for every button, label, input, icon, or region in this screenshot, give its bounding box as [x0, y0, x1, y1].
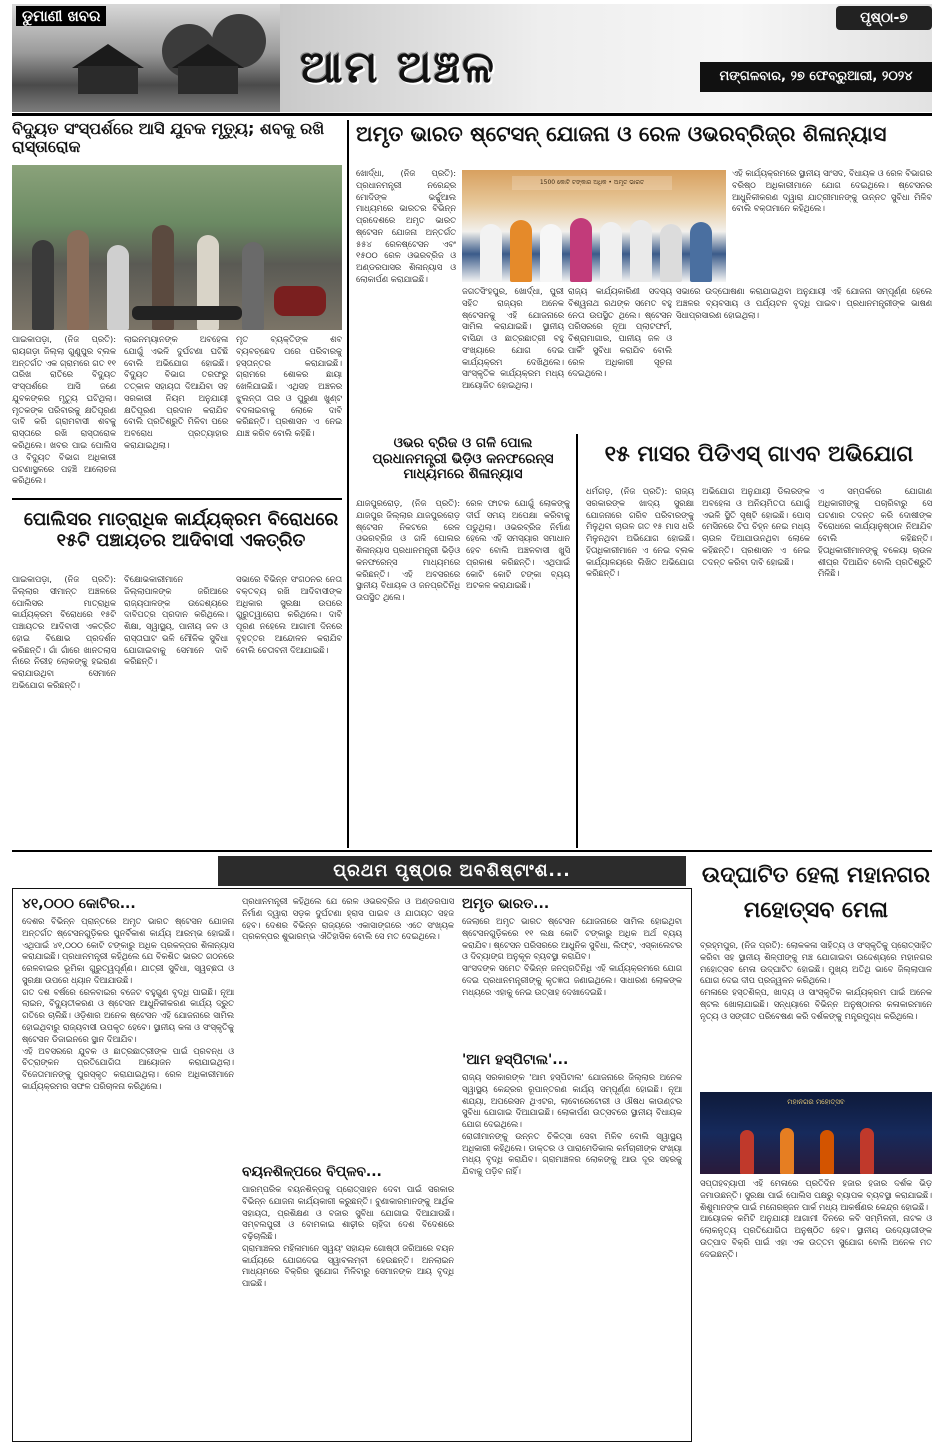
story-text: ବ୍ରହ୍ମପୁର, (ନିଜ ପ୍ରତି): ଲୋକକଳା ସାହିତ୍ୟ ଓ ସଂସ୍କୃତିକୁ ପ୍ରୋତ୍ସାହିତ କରିବା ସହ ସ୍ଥାନୀୟ ଶିଳ୍ପୀଙ୍କୁ ମଞ୍ଚ ଯୋଗାଇବା ଉଦ୍ଦେଶ୍ୟରେ ମହାନଗର ମହୋତ୍ସବ ମେଳା ଉଦ୍‌ଘାଟିତ ହୋଇଛି। ମୁଖ୍ୟ ଅତିଥି ଭାବେ ଜିଲ୍ଲାପାଳ ଯୋଗ ଦେଇ ଦୀପ ପ୍ରଜ୍ୱଳନ କରିଥିଲେ। ମେଳାରେ ହସ୍ତଶିଳ୍ପ, ଖାଦ୍ୟ ଓ ସାଂସ୍କୃତିକ କାର୍ଯ୍ୟକ୍ରମ ପାଇଁ ଅନେକ ଷ୍ଟଲ ଖୋଲାଯାଇଛି। ସନ୍ଧ୍ୟାରେ ବିଭିନ୍ନ ଅନୁଷ୍ଠାନର କଳାକାରମାନେ ନୃତ୍ୟ ଓ ସଙ୍ଗୀତ ପରିବେଷଣ କରି ଦର୍ଶକଙ୍କୁ ମନ୍ତ୍ରମୁଗ୍ଧ କରିଥିଲେ। — [700, 940, 932, 1021]
story-text: ପାଇକାପଡ଼ା, (ନିଜ ପ୍ରତି): ଜିଲ୍ଲାର ସୀମାନ୍ତ ଅଞ୍ଚଳରେ ପୋଲିସର ମାତ୍ରାଧିକ କାର୍ଯ୍ୟକ୍ରମ ବିରୋଧରେ ୧୫ଟି ପଞ୍ଚାୟତର ଆଦିବାସୀ ଏକତ୍ରିତ ହୋଇ ବିକ୍ଷୋଭ ପ୍ରଦର୍ଶନ କରିଛନ୍ତି। ଗାଁ ଗାଁରେ ଖାନତଲାସ ନାଁରେ ନିରୀହ ଲୋକଙ୍କୁ ହଇରାଣ କରାଯାଉଥିବା ସେମାନେ ଅଭିଯୋଗ କରିଛନ୍ତି। — [12, 574, 116, 691]
stage-photo — [700, 1092, 932, 1174]
person-shape — [67, 230, 89, 330]
story-text: ସପ୍ତାହବ୍ୟାପୀ ଏହି ମେଳାରେ ପ୍ରତିଦିନ ହଜାର ହଜାର ଦର୍ଶକ ଭିଡ଼ ଜମାଉଛନ୍ତି। ସୁରକ୍ଷା ପାଇଁ ପୋଲିସ ପକ୍ଷରୁ ବ୍ୟାପକ ବ୍ୟବସ୍ଥା କରାଯାଇଛି। ଶିଶୁମାନଙ୍କ ପାଇଁ ମନୋରଞ୍ଜନ ପାର୍କ ମଧ୍ୟ ଆକର୍ଷଣର କେନ୍ଦ୍ର ହୋଇଛି। ଆୟୋଜକ କମିଟି ଅନୁଯାୟୀ ଆଗାମୀ ଦିନରେ କବି ସମ୍ମିଳନୀ, ନାଟକ ଓ ଲୋକନୃତ୍ୟ ପ୍ରତିଯୋଗିତା ଅନୁଷ୍ଠିତ ହେବ। ସ୍ଥାନୀୟ ଉଦ୍ୟୋଗୀଙ୍କ ଉତ୍ପାଦ ବିକ୍ରି ପାଇଁ ଏହା ଏକ ଉତ୍ତମ ସୁଯୋଗ ବୋଲି ଅନେକ ମତ ଦେଇଛନ୍ତି। — [700, 1178, 932, 1259]
person-shape — [540, 224, 562, 282]
subhead: ବୟନଶିଳ୍ପରେ ବିପ୍ଳବ... — [242, 1164, 382, 1180]
person-shape — [660, 224, 682, 282]
story-text: ଏ ସମ୍ପର୍କରେ ଯୋଗାଣ ଅଧିକାରୀଙ୍କୁ ପଚାରିବାରୁ ସେ ଘଟଣାର ତଦନ୍ତ କରି ଦୋଷୀଙ୍କ ବିରୋଧରେ କାର୍ଯ୍ୟାନୁଷ୍ଠାନ ନିଆଯିବ ବୋଲି କହିଛନ୍ତି। ହିତାଧିକାରୀମାନଙ୍କୁ ବକେୟା ଚାଉଳ ଶୀଘ୍ର ଦିଆଯିବ ବୋଲି ପ୍ରତିଶ୍ରୁତି ମିଳିଛି। — [818, 486, 932, 579]
person-shape — [480, 224, 502, 282]
story-headline: ବିଦ୍ୟୁତ ସଂସ୍ପର୍ଶରେ ଆସି ଯୁବକ ମୃତ୍ୟୁ; ଶବକୁ ରଖି ରାସ୍ତାରୋକ — [12, 119, 325, 157]
story-text: ସଭାରେ ଉଦ୍‌ଘୋଷଣା କରାଯାଇଥିବା ଅନୁଯାୟୀ ଏହି ଯୋଜନା ସମ୍ପୂର୍ଣ୍ଣ ହେଲେ ଅଞ୍ଚଳର ବ୍ୟବସାୟ ଓ ପର୍ଯ୍ୟଟନ ବୃଦ୍ଧି ପାଇବ। ପ୍ରଧାନମନ୍ତ୍ରୀଙ୍କ ଭାଷଣ ସିଧାପ୍ରସାରଣ ହୋଇଥିଲା। — [676, 286, 932, 320]
page-number: ପୃଷ୍ଠା-୭ — [836, 6, 932, 30]
person-shape — [510, 220, 532, 282]
story-text: ଏହି କାର୍ଯ୍ୟକ୍ରମରେ ସ୍ଥାନୀୟ ସାଂସଦ, ବିଧାୟକ ଓ ରେଳ ବିଭାଗର ବରିଷ୍ଠ ଅଧିକାରୀମାନେ ଯୋଗ ଦେଇଥିଲେ। ଷ୍ଟେସନର ଆଧୁନିକୀକରଣ ଦ୍ୱାରା ଯାତ୍ରୀମାନଙ୍କୁ ଉନ୍ନତ ସୁବିଧା ମିଳିବ ବୋଲି ବକ୍ତାମାନେ କହିଥିଲେ। — [732, 168, 932, 214]
story-text: ମୃତ ବ୍ୟକ୍ତିଙ୍କ ଶବ ବ୍ୟବଚ୍ଛେଦ ପରେ ପରିବାରକୁ ହସ୍ତାନ୍ତର କରାଯାଇଛି। ଗ୍ରାମରେ ଶୋକର ଛାୟା ଖେଳିଯାଇଛି। ଏଥିସହ ଅଞ୍ଚଳର ଝୁଲନ୍ତା ତାର ଓ ପୁରୁଣା ଖୁଣ୍ଟ ବଦଳାଇବାକୁ ଲୋକେ ଦାବି କରିଛନ୍ତି। ପ୍ରଶାସନ ଏ ନେଇ ଯାଞ୍ଚ କରିବ ବୋଲି କହିଛି। — [236, 334, 342, 439]
body-on-road — [132, 306, 242, 320]
person-shape — [107, 245, 129, 330]
dancer-shape — [820, 1130, 834, 1174]
hut-roof — [72, 44, 144, 68]
continued-text: ପ୍ରଧାନମନ୍ତ୍ରୀ କହିଥିଲେ ଯେ ରେଳ ଓଭରବ୍ରିଜ ଓ ଅଣ୍ଡରପାସ ନିର୍ମାଣ ଦ୍ୱାରା ସଡ଼କ ଦୁର୍ଘଟଣା ହ୍ରାସ ପାଇବ ଓ ଯାତାୟତ ସହଜ ହେବ। ଦେଶର ବିଭିନ୍ନ ରାଜ୍ୟରେ ଏକାସାଙ୍ଗରେ ଏତେ ସଂଖ୍ୟକ ପ୍ରକଳ୍ପର ଶୁଭାରମ୍ଭ ଐତିହାସିକ ବୋଲି ସେ ମତ ଦେଇଥିଲେ। — [242, 896, 454, 942]
masthead — [0, 0, 945, 118]
person-shape — [690, 222, 712, 282]
dancer-shape — [780, 1128, 794, 1174]
subhead: 'ଆମ ହସ୍ପିଟାଲ'... — [462, 1052, 569, 1068]
person-shape — [630, 220, 652, 282]
subhead: ଅମୃତ ଭାରତ... — [462, 896, 550, 912]
continued-text: ଜେଲାରେ ଅମୃତ ଭାରତ ଷ୍ଟେସନ ଯୋଜନାରେ ସାମିଲ ହୋଇଥିବା ଷ୍ଟେସନଗୁଡ଼ିକରେ ୧୧ ଲକ୍ଷ କୋଟି ଟଙ୍କାରୁ ଅଧିକ ଅର୍ଥ ବ୍ୟୟ କରାଯିବ। ଷ୍ଟେସନ ପରିସରରେ ଆଧୁନିକ ସୁବିଧା, ଲିଫ୍ଟ, ଏସ୍କାଲେଟର ଓ ଦିବ୍ୟାଙ୍ଗ ଅନୁକୂଳ ବ୍ୟବସ୍ଥା କରାଯିବ। ସାଂସଦଙ୍କ ସମେତ ବିଭିନ୍ନ ଜନପ୍ରତିନିଧି ଏହି କାର୍ଯ୍ୟକ୍ରମରେ ଯୋଗ ଦେଇ ପ୍ରଧାନମନ୍ତ୍ରୀଙ୍କୁ କୃତଜ୍ଞତା ଜଣାଇଥିଲେ। ସାଧାରଣ ଲୋକଙ୍କ ମଧ୍ୟରେ ଏହାକୁ ନେଇ ଉତ୍ସାହ ଦେଖାଦେଇଛି। — [462, 916, 682, 997]
person-shape — [32, 240, 54, 330]
hut — [78, 66, 138, 94]
section-divider — [12, 850, 932, 852]
hut-roof — [172, 44, 244, 68]
story-text: ଧର୍ମଗଡ଼, (ନିଜ ପ୍ରତି): ରାଜ୍ୟ ସରକାରଙ୍କ ଖାଦ୍ୟ ସୁରକ୍ଷା ଯୋଜନାରେ ଗରିବ ପରିବାରଙ୍କୁ ମିଳୁଥିବା ଚାଉଳ ଗତ ୧୫ ମାସ ଧରି ମିଳୁନଥିବା ଅଭିଯୋଗ ହୋଇଛି। ହିତାଧିକାରୀମାନେ ଏ ନେଇ ବ୍ଲକ କାର୍ଯ୍ୟାଳୟରେ ଲିଖିତ ଅଭିଯୋଗ କରିଛନ୍ତି। — [586, 486, 694, 579]
continued-text: ଦେଶର ବିଭିନ୍ନ ପ୍ରାନ୍ତରେ ଅମୃତ ଭାରତ ଷ୍ଟେସନ ଯୋଜନା ଅନ୍ତର୍ଗତ ଷ୍ଟେସନଗୁଡ଼ିକର ପୁନର୍ବିକାଶ କାର୍ଯ୍ୟ ଆରମ୍ଭ ହୋଇଛି। ଏଥିପାଇଁ ୪୧,୦୦୦ କୋଟି ଟଙ୍କାରୁ ଅଧିକ ପ୍ରକଳ୍ପର ଶିଳାନ୍ୟାସ କରାଯାଇଛି। ପ୍ରଧାନମନ୍ତ୍ରୀ କହିଥିଲେ ଯେ ବିକଶିତ ଭାରତ ଗଠନରେ ରେଳବାଇର ଭୂମିକା ଗୁରୁତ୍ୱପୂର୍ଣ୍ଣ। ଯାତ୍ରୀ ସୁବିଧା, ସ୍ୱଚ୍ଛତା ଓ ସୁରକ୍ଷା ଉପରେ ଧ୍ୟାନ ଦିଆଯାଉଛି। ଗତ ଦଶ ବର୍ଷରେ ରେଳବାଇର ବଜେଟ ବହୁଗୁଣ ବୃଦ୍ଧି ପାଇଛି। ନୂଆ ଲାଇନ, ବିଦ୍ୟୁତୀକରଣ ଓ ଷ୍ଟେସନ ଆଧୁନିକୀକରଣ କାର୍ଯ୍ୟ ଦ୍ରୁତ ଗତିରେ ଚାଲିଛି। ଓଡ଼ିଶାର ଅନେକ ଷ୍ଟେସନ ଏହି ଯୋଜନାରେ ସାମିଲ ହୋଇଥିବାରୁ ରାଜ୍ୟବାସୀ ଉପକୃତ ହେବେ। ସ୍ଥାନୀୟ କଳା ଓ ସଂସ୍କୃତିକୁ ଷ୍ଟେସନ ଡିଜାଇନରେ ସ୍ଥାନ ଦିଆଯିବ। ଏହି ଅବସରରେ ଯୁବକ ଓ ଛାତ୍ରଛାତ୍ରୀଙ୍କ ପାଇଁ ପ୍ରବନ୍ଧ ଓ ଚିତ୍ରାଙ୍କନ ପ୍ରତିଯୋଗିତା ଆୟୋଜନ କରାଯାଇଥିଲା। ବିଜେତାମାନଙ୍କୁ ପୁରସ୍କୃତ କରାଯାଇଥିଲା। ରେଳ ଅଧିକାରୀମାନେ କାର୍ଯ୍ୟକ୍ରମର ସଫଳ ପରିଚାଳନା କରିଥିଲେ। — [22, 916, 234, 1091]
story-text: ଅଭିଯୋଗ ଅନୁଯାୟୀ ଡିଲରଙ୍କ ଅବହେଳା ଓ ଅନିୟମିତତା ଯୋଗୁଁ ଏଭଳି ସ୍ଥିତି ସୃଷ୍ଟି ହୋଇଛି। ପୋସ୍ ମେସିନରେ ଟିପ ଚିହ୍ନ ନେଇ ମଧ୍ୟ ଚାଉଳ ଦିଆଯାଉନଥିବା ଲୋକେ କହିଛନ୍ତି। ପ୍ରଶାସନ ଏ ନେଇ ତଦନ୍ତ କରିବା ଦାବି ହୋଇଛି। — [702, 486, 810, 567]
story-photo — [12, 165, 342, 330]
motorcycle — [274, 286, 326, 316]
story-text: ବିକ୍ଷୋଭକାରୀମାନେ ଜିଲ୍ଲାପାଳଙ୍କ ଜରିଆରେ ରାଜ୍ୟପାଳଙ୍କ ଉଦ୍ଦେଶ୍ୟରେ ଦାବିପତ୍ର ପ୍ରଦାନ କରିଥିଲେ। ଶିକ୍ଷା, ସ୍ୱାସ୍ଥ୍ୟ, ପାନୀୟ ଜଳ ଓ ରାସ୍ତାଘାଟ ଭଳି ମୌଳିକ ସୁବିଧା ଯୋଗାଇବାକୁ ସେମାନେ ଦାବି କରିଛନ୍ତି। — [124, 574, 228, 667]
divider — [12, 498, 342, 500]
story-headline: ପୋଲିସର ମାତ୍ରାଧିକ କାର୍ଯ୍ୟକ୍ରମ ବିରୋଧରେ ୧୫ଟି ପଞ୍ଚାୟତର ଆଦିବାସୀ ଏକତ୍ରିତ — [23, 509, 339, 551]
story-text: ଲାଇନମ୍ୟାନଙ୍କ ଅବହେଳା ଯୋଗୁଁ ଏଭଳି ଦୁର୍ଘଟଣା ଘଟିଛି ବୋଲି ଅଭିଯୋଗ ହୋଇଛି। ବିଦ୍ୟୁତ ବିଭାଗ ତରଫରୁ ତତ୍କାଳ ସହାୟତା ଦିଆଯିବା ସହ ସରକାରୀ ନିୟମ ଅନୁଯାୟୀ କ୍ଷତିପୂରଣ ପ୍ରଦାନ କରାଯିବ ବୋଲି ପ୍ରତିଶ୍ରୁତି ମିଳିବା ପରେ ଅବରୋଧ ପ୍ରତ୍ୟାହାର କରାଯାଇଥିଲା। — [124, 334, 228, 451]
story-headline: ୧୫ ମାସର ପିଡିଏସ୍ ଗାଏବ ଅଭିଯୋଗ — [604, 442, 914, 467]
story-text: ପାଇକାପଡ଼ା, (ନିଜ ପ୍ରତି): ରାୟଗଡ଼ା ଜିଲ୍ଲା ଗୁଣୁପୁର ବ୍ଲକ ଅନ୍ତର୍ଗତ ଏକ ଗ୍ରାମରେ ଗତ ୧୧ ତାରିଖ ରାତିରେ ବିଦ୍ୟୁତ ସଂସ୍ପର୍ଶରେ ଆସି ଜଣେ ଯୁବକଙ୍କର ମୃତ୍ୟୁ ଘଟିଥିଲା। ମୃତକଙ୍କ ପରିବାରକୁ କ୍ଷତିପୂରଣ ଦାବି କରି ଗ୍ରାମବାସୀ ଶବକୁ ରାସ୍ତାରେ ରଖି ରାସ୍ତାରୋକ କରିଥିଲେ। ଖବର ପାଇ ପୋଲିସ ଓ ବିଦ୍ୟୁତ ବିଭାଗ ଅଧିକାରୀ ଘଟଣାସ୍ଥଳରେ ପହଞ୍ଚି ଆଲୋଚନା କରିଥିଲେ। — [12, 334, 116, 486]
story-headline: ଉଦ୍‌ଘାଟିତ ହେଲା ମହାନଗର ମହୋତ୍ସବ ମେଳା — [701, 863, 931, 924]
column-divider — [347, 120, 349, 848]
story-text: ଜଗତସିଂହପୁର, ଖୋର୍ଦ୍ଧା, ପୁରୀ ସହିତ ରାଜ୍ୟର ଅନେକ ଷ୍ଟେସନକୁ ଏହି ଯୋଜନାରେ ସାମିଲ କରାଯାଇଛି। ସ୍ଥାନୀୟ ବାସିନ୍ଦା ଓ ଛାତ୍ରଛାତ୍ରୀ ବହୁ ସଂଖ୍ୟାରେ ଯୋଗ ଦେଇ କାର୍ଯ୍ୟକ୍ରମ ଦେଖିଥିଲେ। ସାଂସ୍କୃତିକ କାର୍ଯ୍ୟକ୍ରମ ମଧ୍ୟ ଆୟୋଜିତ ହୋଇଥିଲା। — [462, 286, 564, 391]
continued-banner: ପ୍ରଥମ ପୃଷ୍ଠାର ଅବଶିଷ୍ଟାଂଶ... — [218, 856, 686, 886]
story-text: ସଭାରେ ବିଭିନ୍ନ ସଂଗଠନର ନେତା ବକ୍ତବ୍ୟ ରଖି ଆଦିବାସୀଙ୍କ ଅଧିକାର ସୁରକ୍ଷା ଉପରେ ଗୁରୁତ୍ୱାରୋପ କରିଥିଲେ। ଦାବି ପୂରଣ ନହେଲେ ଆଗାମୀ ଦିନରେ ବୃହତ୍ତର ଆନ୍ଦୋଳନ କରାଯିବ ବୋଲି ଚେତାବନୀ ଦିଆଯାଇଛି। — [236, 574, 342, 655]
dancer-shape — [740, 1130, 754, 1174]
event-banner: 1500 କୋଟି ଟଙ୍କାର ଅଧିକ • ଅମୃତ ଭାରତ — [512, 176, 672, 190]
issue-date: ମଙ୍ଗଳବାର, ୨୭ ଫେବ୍ରୁଆରୀ, ୨୦୨୪ — [700, 62, 932, 92]
story-text: ଯାଜପୁରରୋଡ଼, (ନିଜ ପ୍ରତି): ଯାଜପୁର ଜିଲ୍ଲାର ଯାଜପୁରରୋଡ଼ ଷ୍ଟେସନ ନିକଟରେ ରେଳ ଓଭରବ୍ରିଜ ଓ ଗଳି ପୋଲର ଶିଳାନ୍ୟାସ ପ୍ରଧାନମନ୍ତ୍ରୀ ଭିଡ଼ିଓ କନଫରେନ୍ସ ମାଧ୍ୟମରେ କରିଛନ୍ତି। ଏହି ଅବସରରେ ସ୍ଥାନୀୟ ବିଧାୟକ ଓ ଜନପ୍ରତିନିଧି ଉପସ୍ଥିତ ଥିଲେ। — [356, 498, 460, 603]
story-text: ଖୋର୍ଦ୍ଧା, (ନିଜ ପ୍ରତି): ପ୍ରଧାନମନ୍ତ୍ରୀ ନରେନ୍ଦ୍ର ମୋଦିଙ୍କ ଭର୍ଚ୍ଚୁଆଲ ମାଧ୍ୟମରେ ଭାରତର ବିଭିନ୍ନ ପ୍ରଦେଶରେ ଅମୃତ ଭାରତ ଷ୍ଟେସନ ଯୋଜନା ଅନ୍ତର୍ଗତ ୫୫୪ ରେଳଷ୍ଟେସନ ଏବଂ ୧୫୦୦ ରେଳ ଓଭରବ୍ରିଜ ଓ ଅଣ୍ଡରପାସର ଶିଳାନ୍ୟାସ ଓ ଲୋକାର୍ପଣ କରାଯାଇଛି। — [356, 168, 456, 285]
event-photo — [462, 170, 726, 282]
newspaper-brand: ଡୁମାଣୀ ଖବର — [16, 6, 106, 26]
person-shape — [570, 218, 592, 282]
story-text: ରେଳ ଫାଟକ ଯୋଗୁଁ ଲୋକଙ୍କୁ ଦୀର୍ଘ ସମୟ ଅପେକ୍ଷା କରିବାକୁ ପଡୁଥିଲା। ଓଭରବ୍ରିଜ ନିର୍ମାଣ ହେଲେ ଏହି ସମସ୍ୟାର ସମାଧାନ ହେବ ବୋଲି ଅଞ୍ଚଳବାସୀ ଖୁସି ପ୍ରକାଶ କରିଛନ୍ତି। ଏଥିପାଇଁ କୋଟି କୋଟି ଟଙ୍କା ବ୍ୟୟ ଅଟକଳ କରାଯାଇଛି। — [466, 498, 570, 591]
story-headline: ଅମୃତ ଭାରତ ଷ୍ଟେସନ୍ ଯୋଜନା ଓ ରେଳ ଓଭରବ୍ରିଜ୍‌ର ଶିଳାନ୍ୟାସ — [356, 122, 887, 146]
section-title: ଆମ ଅଞ୍ଚଳ — [300, 42, 496, 93]
continued-text: ପାରମ୍ପରିକ ବୟନଶିଳ୍ପକୁ ପ୍ରୋତ୍ସାହନ ଦେବା ପାଇଁ ସରକାର ବିଭିନ୍ନ ଯୋଜନା କାର୍ଯ୍ୟକାରୀ କରୁଛନ୍ତି। ବୁଣାକାରମାନଙ୍କୁ ଆର୍ଥିକ ସହାୟତା, ପ୍ରଶିକ୍ଷଣ ଓ ବଜାର ସୁବିଧା ଯୋଗାଇ ଦିଆଯାଉଛି। ସମ୍ବଲପୁରୀ ଓ ବୋମକାଇ ଶାଢ଼ୀର ଚାହିଦା ଦେଶ ବିଦେଶରେ ବଢ଼ିଚାଲିଛି। ଗ୍ରାମାଞ୍ଚଳର ମହିଳାମାନେ ସ୍ୱୟଂ ସହାୟକ ଗୋଷ୍ଠୀ ଜରିଆରେ ବୟନ କାର୍ଯ୍ୟରେ ଯୋଗଦେଇ ସ୍ୱାବଲମ୍ବୀ ହେଉଛନ୍ତି। ଅନଲାଇନ ମାଧ୍ୟମରେ ବିକ୍ରିର ସୁଯୋଗ ମିଳିବାରୁ ସେମାନଙ୍କ ଆୟ ବୃଦ୍ଧି ପାଇଛି। — [242, 1184, 454, 1289]
hut — [178, 66, 238, 94]
dancer-shape — [860, 1128, 874, 1174]
column-divider — [576, 434, 578, 848]
subhead: ୪୧,୦୦୦ କୋଟିର... — [22, 896, 136, 912]
story-headline: ଓଭର ବ୍ରିଜ ଓ ଗଳି ପୋଲ ପ୍ରଧାନମନ୍ତ୍ରୀ ଭିଡ଼ିଓ କନଫରେନ୍ସ ମାଧ୍ୟମରେ ଶିଳାନ୍ୟାସ — [372, 435, 554, 483]
person-shape — [242, 242, 264, 330]
continued-text: ରାଜ୍ୟ ସରକାରଙ୍କ 'ଆମ ହସ୍ପିଟାଲ' ଯୋଜନାରେ ଜିଲ୍ଲାର ଅନେକ ସ୍ୱାସ୍ଥ୍ୟ କେନ୍ଦ୍ରର ରୂପାନ୍ତରଣ କାର୍ଯ୍ୟ ସମ୍ପୂର୍ଣ୍ଣ ହୋଇଛି। ନୂଆ ଶଯ୍ୟା, ଅପରେସନ ଥିଏଟର, ଲାବୋରେଟୋରୀ ଓ ଔଷଧ କାଉଣ୍ଟର ସୁବିଧା ଯୋଗାଇ ଦିଆଯାଇଛି। ଲୋକାର୍ପଣ ଉତ୍ସବରେ ସ୍ଥାନୀୟ ବିଧାୟକ ଯୋଗ ଦେଇଥିଲେ। ରୋଗୀମାନଙ୍କୁ ଉନ୍ନତ ଚିକିତ୍ସା ସେବା ମିଳିବ ବୋଲି ସ୍ୱାସ୍ଥ୍ୟ ଅଧିକାରୀ କହିଥିଲେ। ଡାକ୍ତର ଓ ପାରାମେଡିକାଲ କର୍ମଚାରୀଙ୍କ ସଂଖ୍ୟା ମଧ୍ୟ ବୃଦ୍ଧି କରାଯିବ। ଗ୍ରାମାଞ୍ଚଳର ଲୋକଙ୍କୁ ଆଉ ଦୂର ସହରକୁ ଯିବାକୁ ପଡ଼ିବ ନାହିଁ। — [462, 1072, 682, 1177]
masthead-rule — [12, 113, 932, 116]
person-shape — [600, 222, 622, 282]
stage-banner: ମହାନଗର ମହୋତ୍ସବ — [787, 1098, 845, 1106]
story-text: ରାଜ୍ୟ କାର୍ଯ୍ୟକାରିଣୀ ସଦସ୍ୟ ବିଶ୍ୱନାଥ ରଥଙ୍କ ସମେତ ବହୁ ନେତା ଉପସ୍ଥିତ ଥିଲେ। ଷ୍ଟେସନ ପରିସରରେ ନୂଆ ପ୍ଲାଟଫର୍ମ, ବିଶ୍ରାମାଗାର, ପାନୀୟ ଜଳ ଓ ପାର୍କିଂ ସୁବିଧା କରାଯିବ ବୋଲି ରେଳ ଅଧିକାରୀ ସୂଚନା ଦେଇଥିଲେ। — [568, 286, 672, 379]
